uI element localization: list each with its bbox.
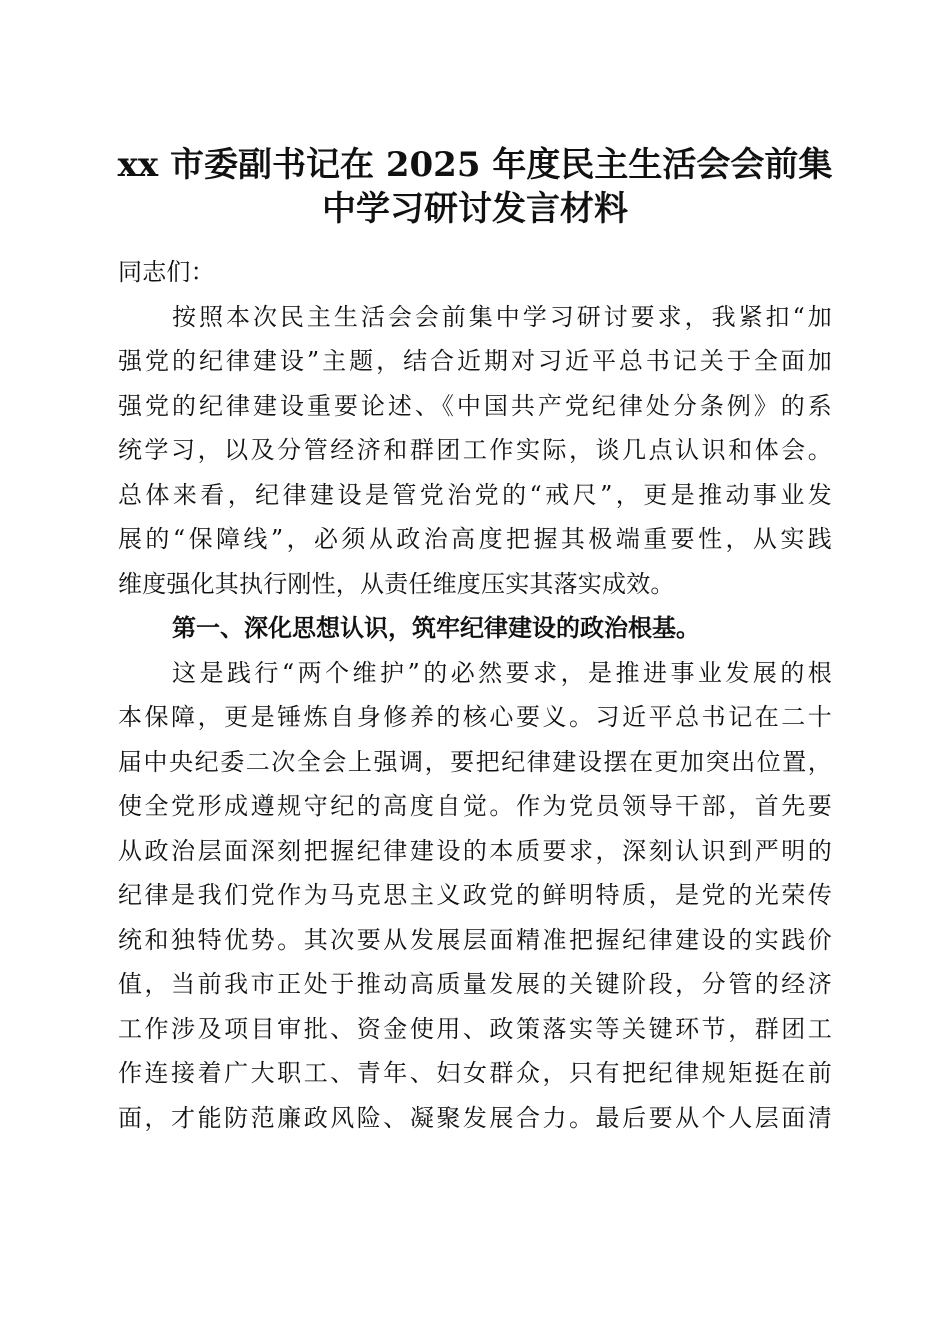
section-1-line: 纪律是我们党作为马克思主义政党的鲜明特质，是党的光荣传 [118,881,832,909]
salutation-text: 同志们： [118,258,215,286]
section-1-line: 值，当前我市正处于推动高质量发展的关键阶段，分管的经济 [118,970,832,998]
section-1-line: 从政治层面深刻把握纪律建设的本质要求，深刻认识到严明的 [118,836,832,865]
section-1-line: 使全党形成遵规守纪的高度自觉。作为党员领导干部，首先要 [118,792,832,820]
section-1-line: 面，才能防范廉政风险、凝聚发展合力。最后要从个人层面清 [118,1103,832,1132]
section-1-heading [118,606,832,651]
document-title [90,143,860,231]
intro-line: 强党的纪律建设重要论述、《中国共产党纪律处分条例》的系 [118,391,832,420]
salutation [118,250,832,295]
intro-line: 维度强化其执行刚性，从责任维度压实其落实成效。 [118,569,675,598]
title-line-2: 中学习研讨发言材料 [322,189,628,229]
section-1-paragraph [118,651,832,1141]
section-1-line: 作连接着广大职工、青年、妇女群众，只有把纪律规矩挺在前 [118,1059,832,1087]
section-1-line: 工作涉及项目审批、资金使用、政策落实等关键环节，群团工 [118,1014,832,1043]
section-1-line: 届中央纪委二次全会上强调，要把纪律建设摆在更加突出位置， [118,747,832,776]
document-body [118,250,832,1140]
section-1-line: 统和独特优势。其次要从发展层面精准把握纪律建设的实践价 [118,925,832,954]
intro-line: 按照本次民主生活会会前集中学习研讨要求，我紧扣“加 [172,302,832,331]
intro-paragraph [118,295,832,607]
section-1-heading-text: 第一、深化思想认识，筑牢纪律建设的政治根基。 [172,613,700,642]
intro-line: 展的“保障线”，必须从政治高度把握其极端重要性，从实践 [118,525,832,553]
intro-line: 总体来看，纪律建设是管党治党的“戒尺”，更是推动事业发 [118,480,832,509]
intro-line: 强党的纪律建设”主题，结合近期对习近平总书记关于全面加 [118,347,832,375]
section-1-line: 这是践行“两个维护”的必然要求，是推进事业发展的根 [172,658,832,687]
section-1-line: 本保障，更是锤炼自身修养的核心要义。习近平总书记在二十 [118,703,832,731]
intro-line: 统学习，以及分管经济和群团工作实际，谈几点认识和体会。 [118,436,832,464]
title-line-1: xx 市委副书记在 2025 年度民主生活会会前集 [117,145,833,185]
